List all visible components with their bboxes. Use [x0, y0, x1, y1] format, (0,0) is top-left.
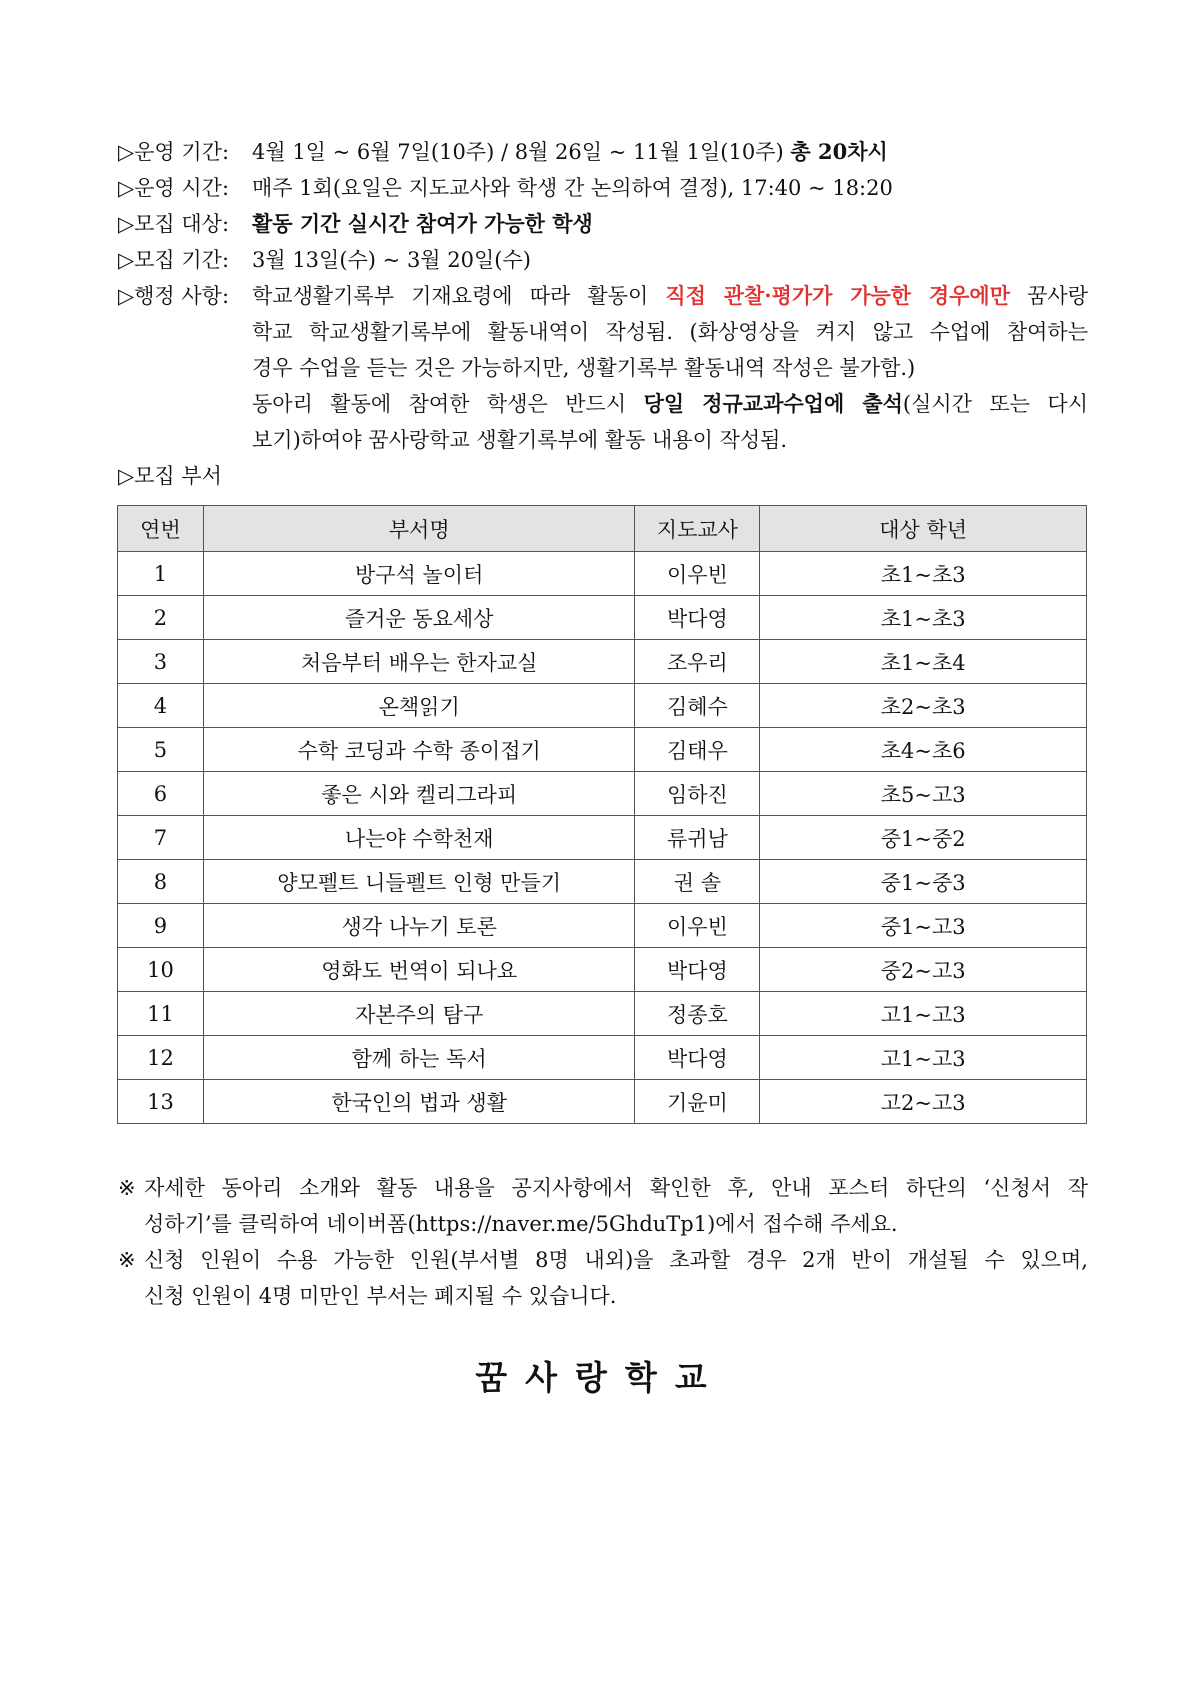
target-grade: 초1~초4: [760, 640, 1087, 684]
note-capacity: [118, 1242, 1088, 1314]
teacher-name: 조우리: [635, 640, 760, 684]
teacher-name: 권 솔: [635, 860, 760, 904]
header-number: 연번: [118, 506, 204, 552]
row-number: 13: [118, 1080, 204, 1124]
department-name: 방구석 놀이터: [203, 552, 635, 596]
table-row: [118, 684, 1087, 728]
row-number: 9: [118, 904, 204, 948]
row-number: 5: [118, 728, 204, 772]
table-header-row: [118, 506, 1087, 552]
recruit-period-value: 3월 13일(수) ~ 3월 20일(수): [252, 248, 531, 272]
note-mark: ※: [118, 1248, 136, 1272]
department-name: 좋은 시와 켈리그라피: [203, 772, 635, 816]
table-row: [118, 772, 1087, 816]
admin-notes-line1: 학교생활기록부 기재요령에 따라 활동이 직접 관찰·평가가 가능한 경우에만 꿈사랑: [252, 283, 1089, 308]
recruit-target-row: [118, 206, 1088, 242]
department-name: 생각 나누기 토론: [203, 904, 635, 948]
department-name: 수학 코딩과 수학 종이접기: [203, 728, 635, 772]
row-number: 6: [118, 772, 204, 816]
teacher-name: 류귀남: [635, 816, 760, 860]
teacher-name: 이우빈: [635, 904, 760, 948]
table-row: [118, 992, 1087, 1036]
row-number: 3: [118, 640, 204, 684]
note-capacity-line2: 신청 인원이 4명 미만인 부서는 폐지될 수 있습니다.: [144, 1284, 617, 1308]
target-grade: 초5~고3: [760, 772, 1087, 816]
teacher-name: 김태우: [635, 728, 760, 772]
teacher-name: 박다영: [635, 948, 760, 992]
recruit-target-value: 활동 기간 실시간 참여가 가능한 학생: [252, 211, 593, 236]
department-name: 함께 하는 독서: [203, 1036, 635, 1080]
row-number: 7: [118, 816, 204, 860]
attendance-requirement: 당일 정규교과수업에 출석: [643, 391, 903, 416]
target-grade: 초2~초3: [760, 684, 1087, 728]
department-name: 온책읽기: [203, 684, 635, 728]
table-row: [118, 948, 1087, 992]
admin-notes-label: ▷행정 사항:: [118, 284, 230, 308]
target-grade: 중2~고3: [760, 948, 1087, 992]
operation-time-row: [118, 170, 1088, 206]
operation-period-label: ▷운영 기간:: [118, 140, 230, 164]
table-row: [118, 816, 1087, 860]
school-name: 꿈사랑학교: [475, 1358, 725, 1397]
target-grade: 초4~초6: [760, 728, 1087, 772]
note-application-line2: 성하기’를 클릭하여 네이버폼(https://naver.me/5GhduTp1)에서 접수해 주세요.: [144, 1212, 898, 1236]
row-number: 11: [118, 992, 204, 1036]
operation-time-value: 매주 1회(요일은 지도교사와 학생 간 논의하여 결정), 17:40 ~ 18:20: [252, 176, 893, 200]
row-number: 12: [118, 1036, 204, 1080]
department-name: 나는야 수학천재: [203, 816, 635, 860]
department-name: 자본주의 탐구: [203, 992, 635, 1036]
note-capacity-line1: 신청 인원이 수용 가능한 인원(부서별 8명 내외)을 초과할 경우 2개 반이 개설될 수 있으며,: [144, 1248, 1088, 1272]
admin-notes-line5: 보기)하여야 꿈사랑학교 생활기록부에 활동 내용이 작성됨.: [252, 428, 788, 452]
notes-section: [118, 1170, 1088, 1314]
teacher-name: 정종호: [635, 992, 760, 1036]
departments-heading: ▷모집 부서: [118, 464, 222, 488]
department-name: 한국인의 법과 생활: [203, 1080, 635, 1124]
admin-notes-line3: 경우 수업을 듣는 것은 가능하지만, 생활기록부 활동내역 작성은 불가함.): [252, 356, 916, 380]
table-row: [118, 728, 1087, 772]
departments-table: [117, 505, 1087, 1124]
note-application: [118, 1170, 1088, 1242]
target-grade: 중1~고3: [760, 904, 1087, 948]
note-application-line1: 자세한 동아리 소개와 활동 내용을 공지사항에서 확인한 후, 안내 포스터 하단의 ‘신청서 작: [144, 1176, 1088, 1200]
teacher-name: 김혜수: [635, 684, 760, 728]
info-section: [118, 134, 1088, 494]
operation-period-value: 4월 1일 ~ 6월 7일(10주) / 8월 26일 ~ 11월 1일(10주) 총 20차시: [252, 139, 888, 164]
table-row: [118, 1080, 1087, 1124]
recruit-period-row: [118, 242, 1088, 278]
teacher-name: 기윤미: [635, 1080, 760, 1124]
target-grade: 고1~고3: [760, 1036, 1087, 1080]
target-grade: 중1~중2: [760, 816, 1087, 860]
header-grade: 대상 학년: [760, 506, 1087, 552]
teacher-name: 이우빈: [635, 552, 760, 596]
row-number: 4: [118, 684, 204, 728]
teacher-name: 박다영: [635, 596, 760, 640]
admin-notes-row: [118, 278, 1088, 314]
recruit-target-label: ▷모집 대상:: [118, 212, 230, 236]
row-number: 2: [118, 596, 204, 640]
teacher-name: 박다영: [635, 1036, 760, 1080]
target-grade: 초1~초3: [760, 596, 1087, 640]
recruit-period-label: ▷모집 기간:: [118, 248, 230, 272]
target-grade: 초1~초3: [760, 552, 1087, 596]
note-mark: ※: [118, 1176, 136, 1200]
header-teacher: 지도교사: [635, 506, 760, 552]
row-number: 8: [118, 860, 204, 904]
department-name: 처음부터 배우는 한자교실: [203, 640, 635, 684]
total-sessions: 총 20차시: [790, 139, 888, 164]
department-name: 양모펠트 니들펠트 인형 만들기: [203, 860, 635, 904]
table-row: [118, 596, 1087, 640]
header-department: 부서명: [203, 506, 635, 552]
target-grade: 고1~고3: [760, 992, 1087, 1036]
teacher-name: 임하진: [635, 772, 760, 816]
table-row: [118, 860, 1087, 904]
target-grade: 고2~고3: [760, 1080, 1087, 1124]
operation-period-row: [118, 134, 1088, 170]
department-name: 영화도 번역이 되나요: [203, 948, 635, 992]
row-number: 1: [118, 552, 204, 596]
table-row: [118, 552, 1087, 596]
table-row: [118, 904, 1087, 948]
row-number: 10: [118, 948, 204, 992]
admin-notes-line2: 학교 학교생활기록부에 활동내역이 작성됨. (화상영상을 켜지 않고 수업에 참여하는: [252, 320, 1088, 344]
table-row: [118, 640, 1087, 684]
operation-time-label: ▷운영 시간:: [118, 176, 230, 200]
target-grade: 중1~중3: [760, 860, 1087, 904]
admin-notes-highlight: 직접 관찰·평가가 가능한 경우에만: [665, 283, 1011, 308]
table-row: [118, 1036, 1087, 1080]
department-name: 즐거운 동요세상: [203, 596, 635, 640]
admin-notes-line4: 동아리 활동에 참여한 학생은 반드시 당일 정규교과수업에 출석(실시간 또는 다시: [252, 391, 1088, 416]
